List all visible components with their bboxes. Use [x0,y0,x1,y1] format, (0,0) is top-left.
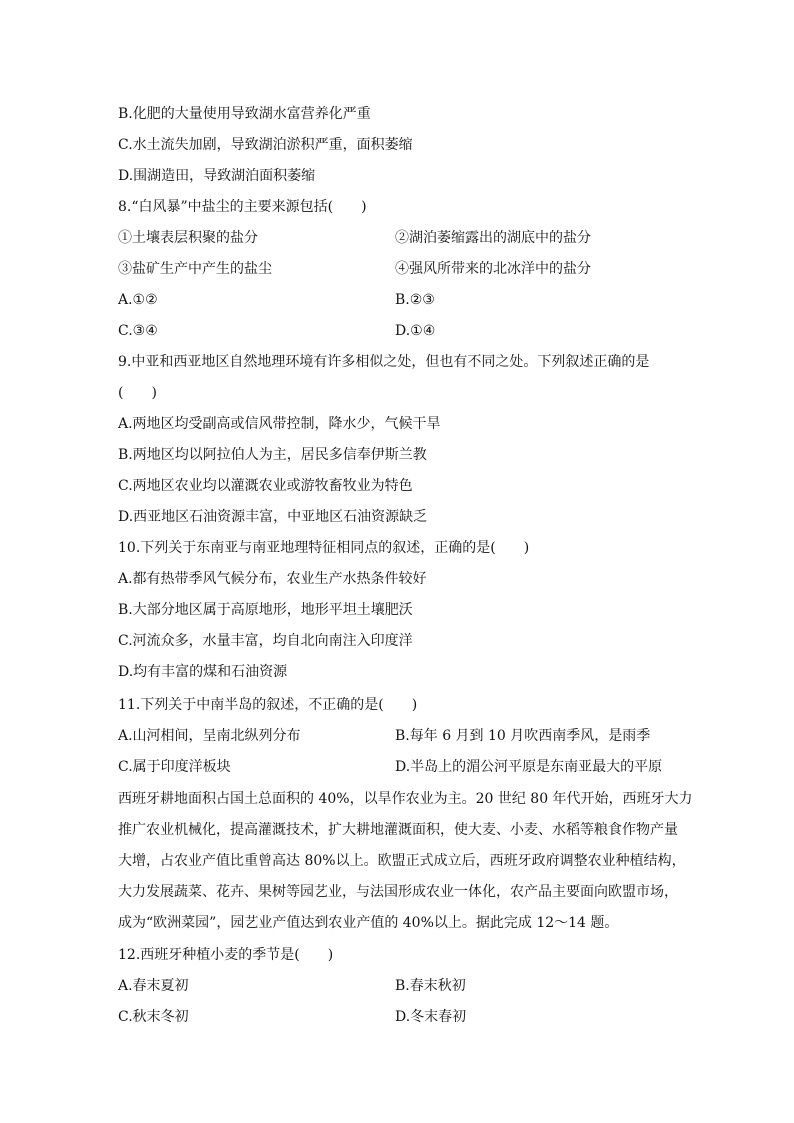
passage-line-1: 西班牙耕地面积占国土总面积的 40%，以旱作农业为主。20 世纪 80 年代开始，西班牙大力 [118,791,693,807]
q7-option-b: B.化肥的大量使用导致湖水富营养化严重 [118,106,371,122]
q11-option-a: A.山河相间，呈南北纵列分布 [118,728,301,744]
q10-option-c: C.河流众多，水量丰富，均自北向南注入印度洋 [118,633,413,649]
q12-option-d: D.冬末春初 [395,1009,467,1025]
q12-option-a: A.春末夏初 [118,978,189,994]
q11-option-d: D.半岛上的湄公河平原是东南亚最大的平原 [395,759,663,775]
q9-option-a: A.两地区均受副高或信风带控制，降水少，气候干旱 [118,416,441,432]
q10-option-a: A.都有热带季风气候分布，农业生产水热条件较好 [118,571,427,587]
q9-option-d: D.西亚地区石油资源丰富，中亚地区石油资源缺乏 [118,509,428,525]
passage-line-3: 大增，占农业产值比重曾高达 80%以上。欧盟正式成立后，西班牙政府调整农业种植结构， [118,853,686,869]
q7-option-c: C.水土流失加剧，导致湖泊淤积严重，面积萎缩 [118,137,413,153]
q11-stem: 11.下列关于中南半岛的叙述，不正确的是( ) [118,697,418,713]
passage-line-5: 成为“欧洲菜园”，园艺业产值达到农业产值的 40%以上。据此完成 12～14 题。 [118,915,619,931]
q8-item-3: ③盐矿生产中产生的盐尘 [118,261,272,277]
q8-option-c: C.③④ [118,323,158,339]
q9-stem: 9.中亚和西亚地区自然地理环境有许多相似之处，但也有不同之处。下列叙述正确的是 [118,354,650,370]
q12-stem: 12.西班牙种植小麦的季节是( ) [118,947,334,963]
q8-item-2: ②湖泊萎缩露出的湖底中的盐分 [395,230,591,246]
passage-line-2: 推广农业机械化，提高灌溉技术，扩大耕地灌溉面积，使大麦、小麦、水稻等粮食作物产量 [118,822,678,838]
q11-option-b: B.每年 6 月到 10 月吹西南季风，是雨季 [395,728,651,744]
q9-answer-bracket: ( ) [118,385,157,401]
q12-option-b: B.春末秋初 [395,978,466,994]
passage-line-4: 大力发展蔬菜、花卉、果树等园艺业，与法国形成农业一体化，农产品主要面向欧盟市场， [118,884,678,900]
q10-option-b: B.大部分地区属于高原地形，地形平坦土壤肥沃 [118,602,413,618]
q8-item-4: ④强风所带来的北冰洋中的盐分 [395,261,591,277]
q8-option-b: B.②③ [395,292,435,308]
q11-option-c: C.属于印度洋板块 [118,759,231,775]
q8-option-a: A.①② [118,292,158,308]
q8-option-d: D.①④ [395,323,436,339]
q7-option-d: D.围湖造田，导致湖泊面积萎缩 [118,168,316,184]
q9-option-c: C.两地区农业均以灌溉农业或游牧畜牧业为特色 [118,478,413,494]
q10-option-d: D.均有丰富的煤和石油资源 [118,664,288,680]
q12-option-c: C.秋末冬初 [118,1009,189,1025]
q8-stem: 8.“白风暴”中盐尘的主要来源包括( ) [118,199,367,215]
q9-option-b: B.两地区均以阿拉伯人为主，居民多信奉伊斯兰教 [118,447,427,463]
q10-stem: 10.下列关于东南亚与南亚地理特征相同点的叙述，正确的是( ) [118,540,530,556]
q8-item-1: ①土壤表层积聚的盐分 [118,230,258,246]
